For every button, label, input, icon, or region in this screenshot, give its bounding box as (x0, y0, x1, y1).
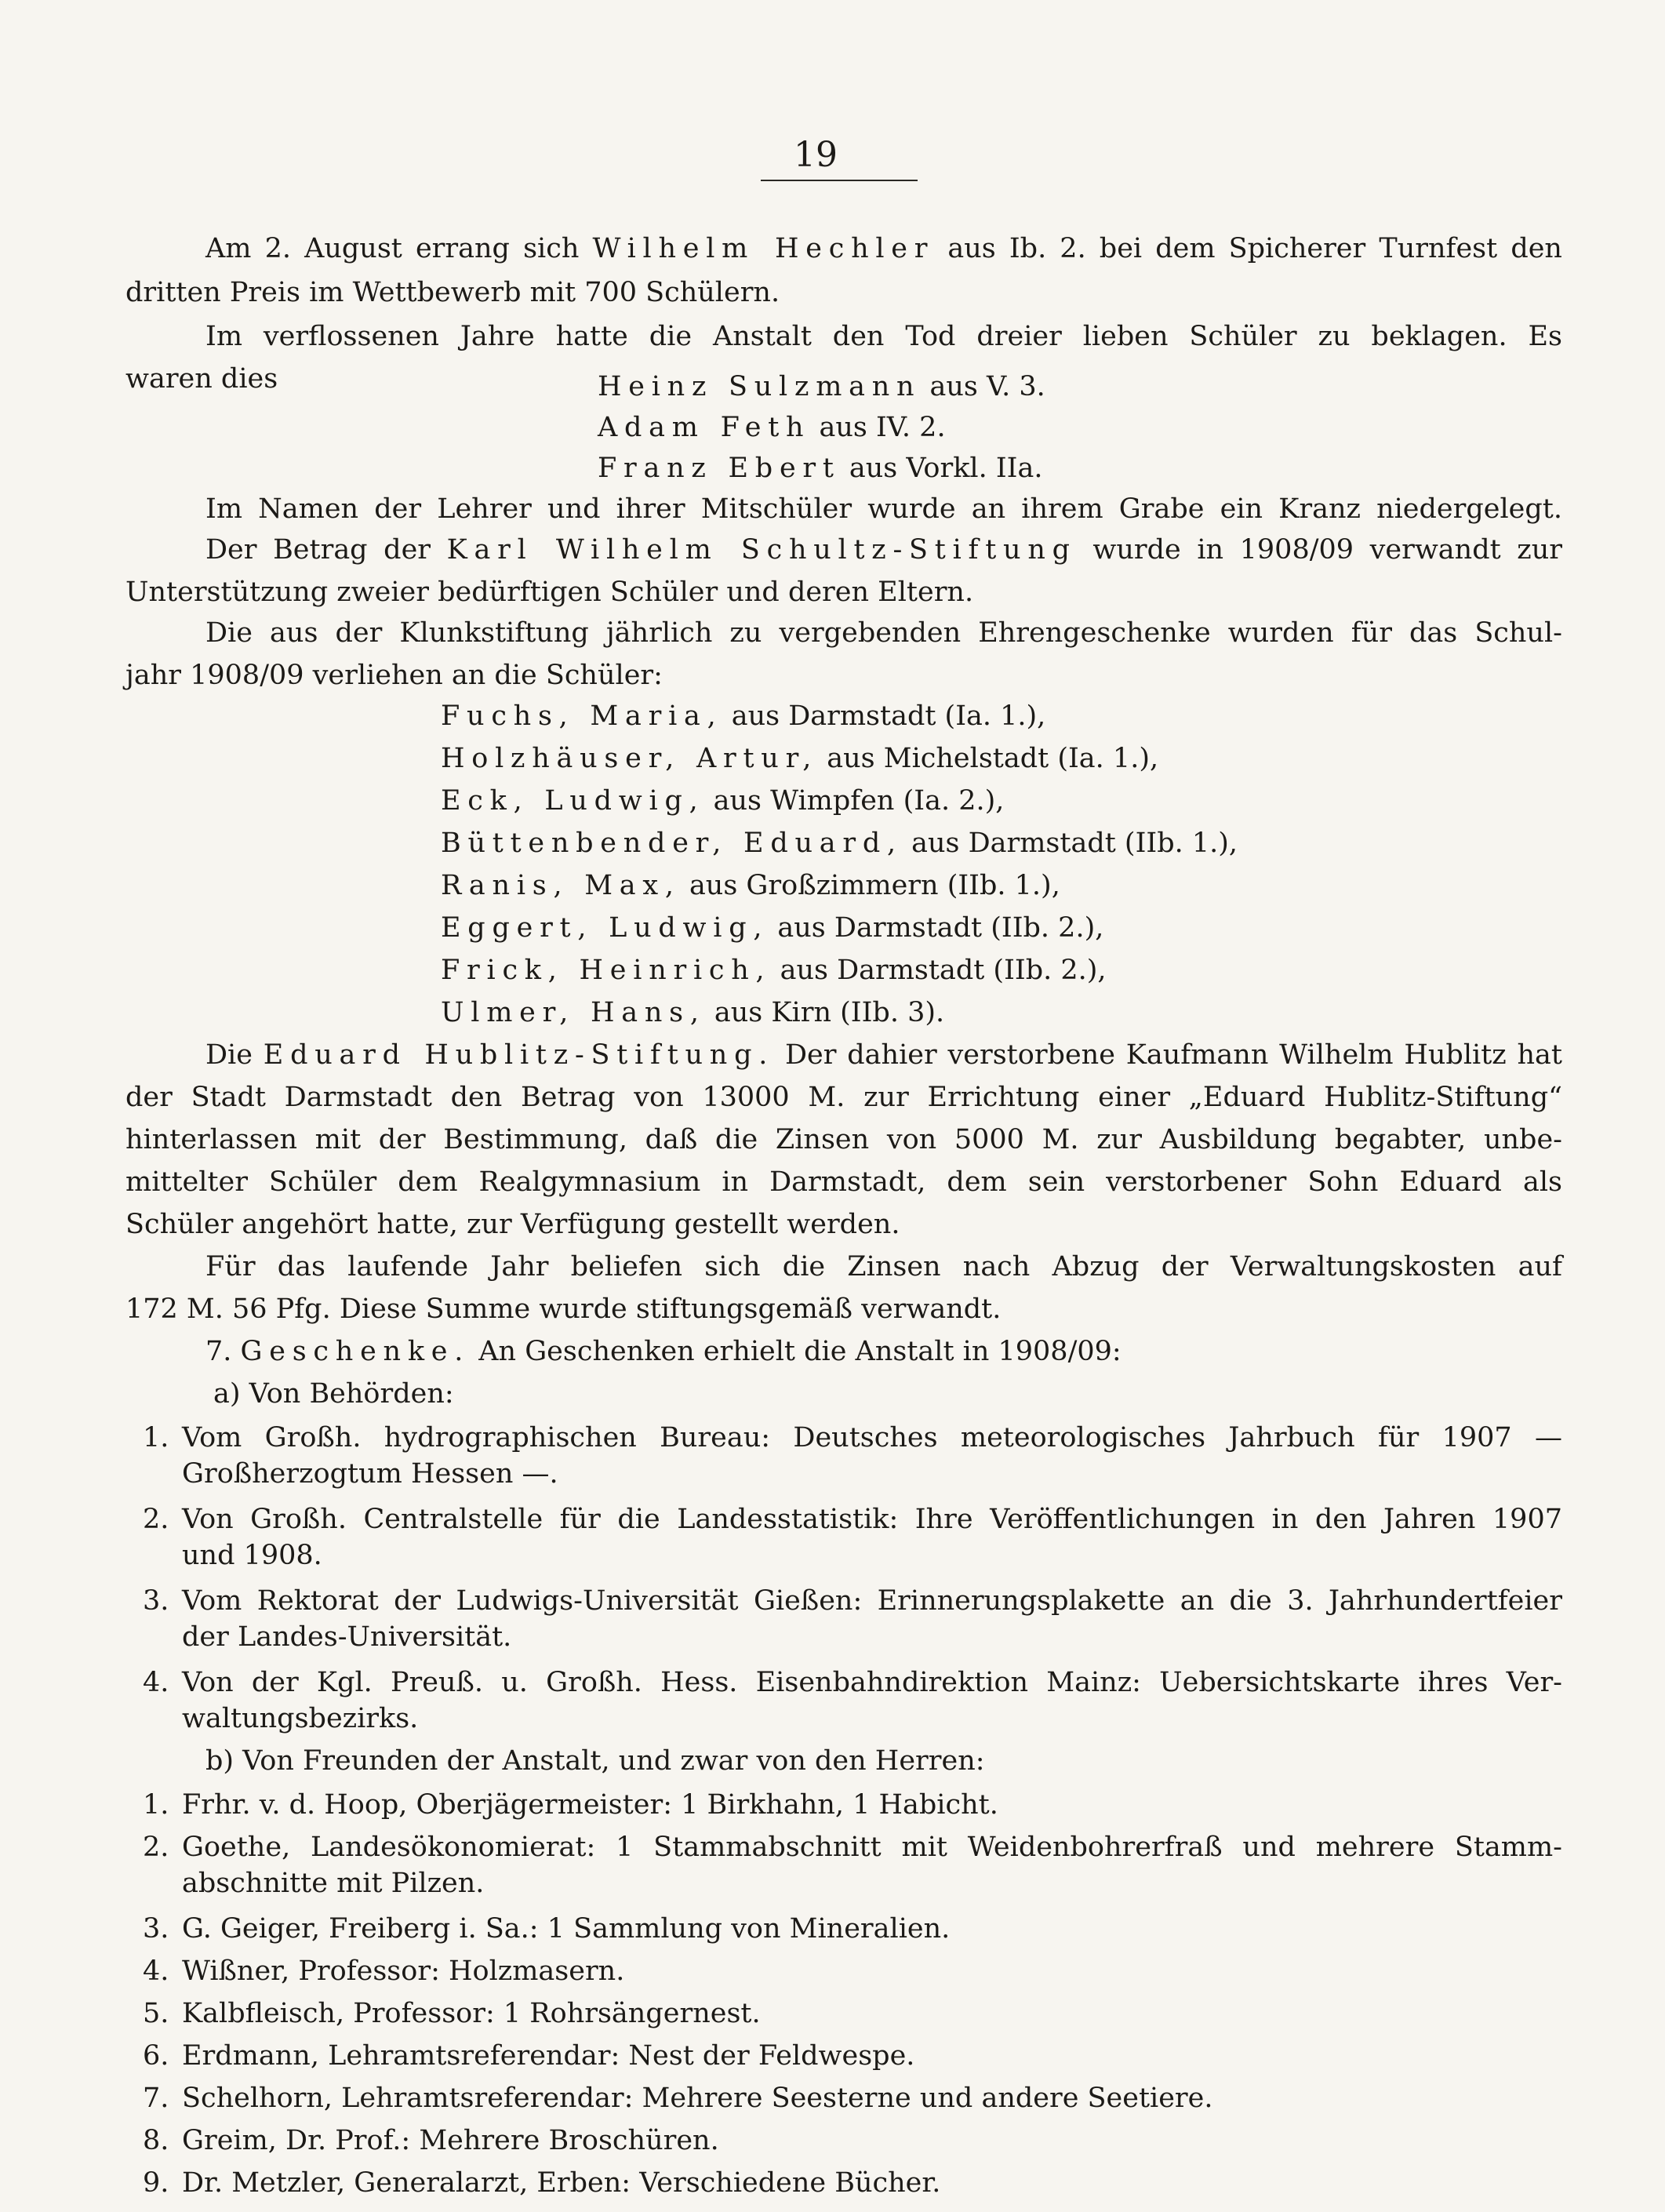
awardee-entry (441, 993, 944, 1032)
deceased-entry (598, 367, 1045, 406)
list-item-number: 5. (143, 1998, 169, 2029)
student-name-hechler: Wilhelm Hechler (592, 233, 935, 264)
schultz-line-2: Unterstützung zweier bedürftigen Schüler und deren Eltern. (125, 577, 974, 608)
list-item-continuation: abschnitte mit Pilzen. (182, 1868, 485, 1899)
awardee-entry (441, 824, 1238, 863)
awardee-entry (441, 908, 1103, 948)
deceased-name: Adam Feth (598, 412, 811, 443)
awardee-entry (441, 951, 1107, 990)
intro-line-4: waren dies (125, 363, 278, 395)
awardee-origin: aus Darmstadt (IIb. 2.), (780, 955, 1107, 986)
list-item-continuation: und 1908. (182, 1540, 322, 1571)
list-item-text: Von der Kgl. Preuß. u. Großh. Hess. Eisenbahndirektion Mainz: Uebersichtskarte ihres Ver- (182, 1667, 1562, 1698)
list-item-number: 6. (143, 2040, 169, 2072)
gifts-intro: An Geschenken erhielt die Anstalt in 1908/09: (478, 1336, 1122, 1367)
interest-line-2: 172 M. 56 Pfg. Diese Summe wurde stiftungsgemäß verwandt. (125, 1293, 1002, 1325)
list-item-continuation: waltungsbezirks. (182, 1703, 419, 1734)
list-item-number: 3. (143, 1585, 169, 1617)
list-item-number: 1. (143, 1422, 169, 1453)
klunk-line-2: jahr 1908/09 verliehen an die Schüler: (125, 660, 663, 691)
gifts-section-number: 7. (205, 1336, 232, 1367)
awardee-origin: aus Kirn (IIb. 3). (714, 997, 945, 1028)
schultz-text-b: wurde in 1908/09 verwandt zur (1092, 534, 1562, 566)
awardee-entry (441, 739, 1158, 778)
awardee-name: Frick, Heinrich, (441, 955, 772, 986)
list-item-text: Erdmann, Lehramtsreferendar: Nest der Feldwespe. (182, 2040, 915, 2072)
deceased-class: aus Vorkl. IIa. (849, 453, 1043, 484)
list-item-number: 4. (143, 1956, 169, 1987)
gifts-heading: Geschenke. (240, 1336, 471, 1367)
gifts-heading-line (205, 1332, 1122, 1371)
list-item-text: Goethe, Landesökonomierat: 1 Stammabschnitt mit Weidenbohrerfraß und mehrere Stamm- (182, 1832, 1562, 1863)
awardee-name: Fuchs, Maria, (441, 700, 723, 732)
page-number-rule (761, 180, 918, 181)
list-item-text: Schelhorn, Lehramtsreferendar: Mehrere Seesterne und andere Seetiere. (182, 2083, 1213, 2114)
awardee-entry (441, 697, 1045, 736)
awardee-origin: aus Wimpfen (Ia. 2.), (713, 785, 1005, 817)
klunk-line-1: Die aus der Klunkstiftung jährlich zu vergebenden Ehrengeschenke wurden für das Schul- (205, 617, 1562, 649)
list-item-number: 9. (143, 2167, 169, 2199)
deceased-name: Franz Ebert (598, 453, 841, 484)
awardee-entry (441, 781, 1004, 820)
interest-line-1: Für das laufende Jahr beliefen sich die Zinsen nach Abzug der Verwaltungskosten auf (205, 1251, 1562, 1282)
list-item-number: 2. (143, 1504, 169, 1535)
gifts-a-heading: a) Von Behörden: (213, 1378, 454, 1410)
list-item-text: G. Geiger, Freiberg i. Sa.: 1 Sammlung von Mineralien. (182, 1913, 951, 1945)
list-item-text: Frhr. v. d. Hoop, Oberjägermeister: 1 Birkhahn, 1 Habicht. (182, 1789, 998, 1821)
deceased-class: aus V. 3. (929, 371, 1045, 402)
list-item-number: 2. (143, 1832, 169, 1863)
hublitz-line-3: hinterlassen mit der Bestimmung, daß die Zinsen von 5000 M. zur Ausbildung begabter, unbe- (125, 1124, 1562, 1155)
list-item-number: 1. (143, 1789, 169, 1821)
list-item-text: Wißner, Professor: Holzmasern. (182, 1956, 625, 1987)
schultz-text-a: Der Betrag der (205, 534, 431, 566)
page-number: 19 (794, 135, 838, 175)
hublitz-line-4: mittelter Schüler dem Realgymnasium in Darmstadt, dem sein verstorbener Sohn Eduard als (125, 1166, 1562, 1198)
schultz-foundation-name: Karl Wilhelm Schultz-Stiftung (446, 534, 1077, 566)
list-item-continuation: Großherzogtum Hessen —. (182, 1458, 558, 1490)
schultz-line-1 (205, 530, 1562, 569)
awardee-origin: aus Darmstadt (Ia. 1.), (731, 700, 1046, 732)
deceased-name: Heinz Sulzmann (598, 371, 922, 402)
hublitz-line-1 (205, 1035, 1562, 1075)
awardee-name: Eggert, Ludwig, (441, 912, 769, 944)
awardee-name: Ranis, Max, (441, 870, 681, 901)
gifts-b-heading: b) Von Freunden der Anstalt, und zwar von den Herren: (205, 1745, 985, 1777)
awardee-origin: aus Darmstadt (IIb. 2.), (777, 912, 1104, 944)
para-wreath: Im Namen der Lehrer und ihrer Mitschüler wurde an ihrem Grabe ein Kranz niedergelegt. (205, 493, 1562, 525)
hublitz-foundation-name: Eduard Hublitz-Stiftung. (263, 1039, 775, 1071)
list-item-text: Greim, Dr. Prof.: Mehrere Broschüren. (182, 2125, 719, 2156)
hublitz-line-5: Schüler angehört hatte, zur Verfügung gestellt werden. (125, 1209, 900, 1240)
intro-line-3: Im verflossenen Jahre hatte die Anstalt den Tod dreier lieben Schüler zu beklagen. Es (205, 321, 1562, 352)
list-item-text: Kalbfleisch, Professor: 1 Rohrsängernest. (182, 1998, 761, 2029)
deceased-entry (598, 408, 946, 447)
list-item-number: 3. (143, 1913, 169, 1945)
list-item-number: 7. (143, 2083, 169, 2114)
hublitz-line-2: der Stadt Darmstadt den Betrag von 13000 M. zur Errichtung einer „Eduard Hublitz-Stiftung“ (125, 1082, 1562, 1113)
hublitz-text-a: Die (205, 1039, 253, 1071)
list-item-continuation: der Landes-Universität. (182, 1621, 512, 1653)
list-item-text: Vom Großh. hydrographischen Bureau: Deutsches meteorologisches Jahrbuch für 1907 — (182, 1422, 1562, 1453)
deceased-entry (598, 449, 1043, 488)
awardee-name: Büttenbender, Eduard, (441, 828, 903, 859)
list-item-text: Von Großh. Centralstelle für die Landesstatistik: Ihre Veröffentlichungen in den Jahren 1907 (182, 1504, 1562, 1535)
list-item-number: 4. (143, 1667, 169, 1698)
list-item-number: 8. (143, 2125, 169, 2156)
awardee-origin: aus Darmstadt (IIb. 1.), (911, 828, 1238, 859)
intro-text-b: aus Ib. 2. bei dem Spicherer Turnfest den (947, 233, 1562, 264)
awardee-origin: aus Michelstadt (Ia. 1.), (827, 743, 1159, 774)
deceased-class: aus IV. 2. (819, 412, 946, 443)
intro-line-2: dritten Preis im Wettbewerb mit 700 Schülern. (125, 277, 780, 308)
intro-text-a: Am 2. August errang sich (205, 233, 580, 264)
awardee-name: Holzhäuser, Artur, (441, 743, 819, 774)
awardee-name: Eck, Ludwig, (441, 785, 705, 817)
intro-line-1 (205, 229, 1562, 268)
list-item-text: Dr. Metzler, Generalarzt, Erben: Verschiedene Bücher. (182, 2167, 941, 2199)
hublitz-text-b: Der dahier verstorbene Kaufmann Wilhelm Hublitz hat (784, 1039, 1562, 1071)
list-item-text: Vom Rektorat der Ludwigs-Universität Gießen: Erinnerungsplakette an die 3. Jahrhundertfeier (182, 1585, 1562, 1617)
awardee-origin: aus Großzimmern (IIb. 1.), (689, 870, 1060, 901)
awardee-name: Ulmer, Hans, (441, 997, 706, 1028)
awardee-entry (441, 866, 1060, 905)
